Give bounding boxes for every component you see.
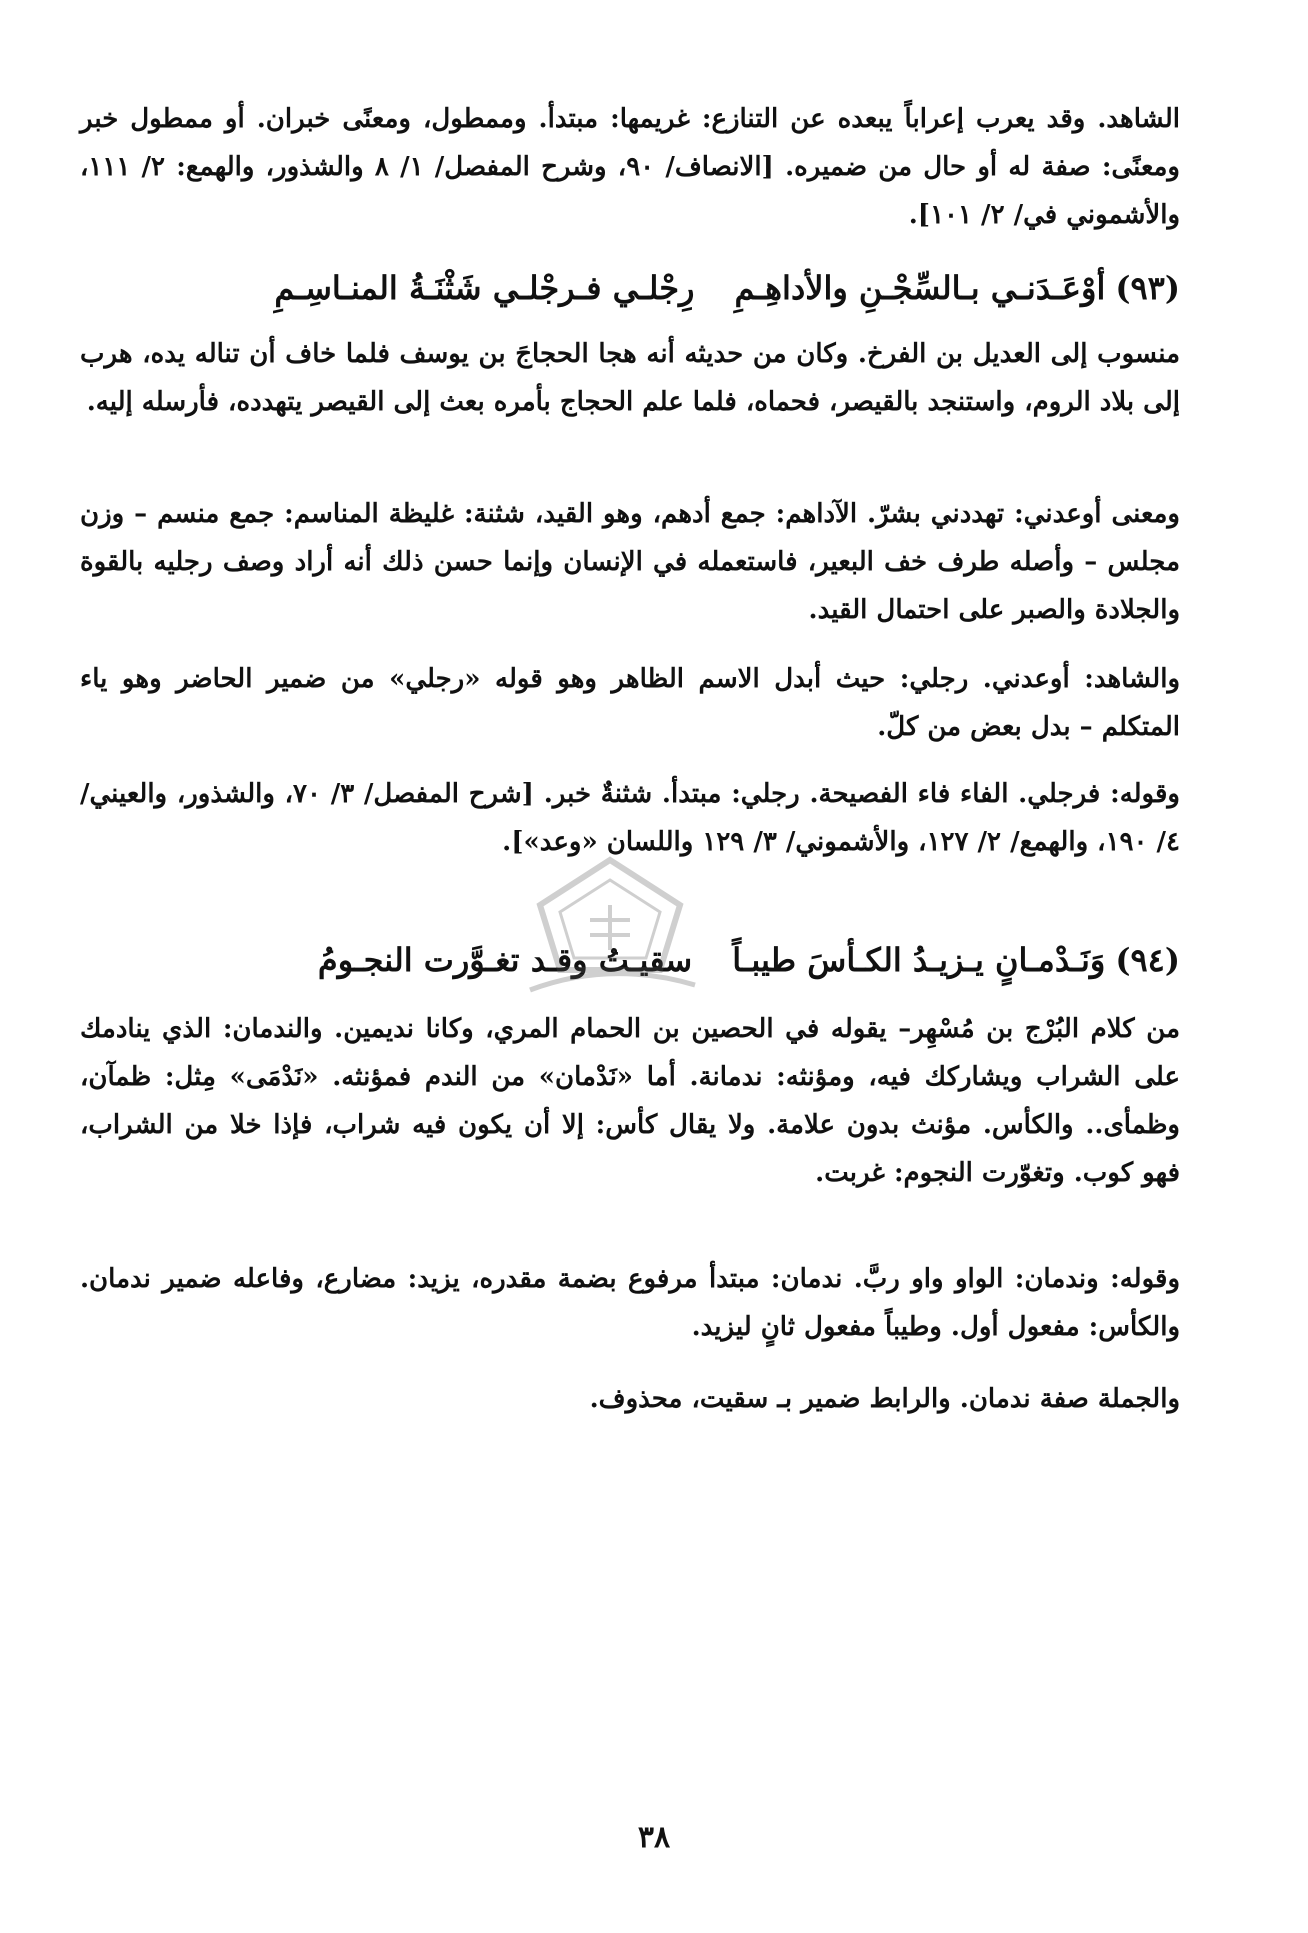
verse-93 [80,258,1180,318]
paragraph-attribution-94: من كلام البُرْج بن مُسْهِر– يقوله في الحصين بن الحمام المري، وكانا نديمين. والندمان: الذي ينادمك على الشراب ويشاركك فيه، ومؤنثه: ندمانة. أما «نَدْمان» من الندم فمؤنثه. «نَدْمَى» مِثل: ظمآن، وظمأى.. والكأس. مؤنث بدون علامة. ولا يقال كأس: إلا أن يكون فيه شراب، فإذا خلا من الشراب، فهو كوب. وتغوّرت النجوم: غربت. [80,1014,1180,1188]
verse-hemistich-first: وَنَـدْمـانٍ يـزيـدُ الكـأسَ طيبـاً [732,941,1106,979]
paragraph-shahid-explanation: الشاهد. وقد يعرب إعراباً يبعده عن التنازع: غريمها: مبتدأ. وممطول، ومعنًى خبران. أو ممطول خبر ومعنًى: صفة له أو حال من ضميره. [الانصاف/ ٩٠، وشرح المفصل/ ١/ ٨ والشذور، والهمع: ٢/ ١١١، والأشموني في/ ٢/ ١٠١]. [80,104,1180,230]
verse-hemistich-second: سقيـتُ وقـد تغـوَّرت النجـومُ [317,941,693,979]
paragraph-irab-94: وقوله: وندمان: الواو واو ربَّ. ندمان: مبتدأ مرفوع بضمة مقدره، يزيد: مضارع، وفاعله ضمير ندمان. والكأس: مفعول أول. وطيباً مفعول ثانٍ ليزيد. [80,1264,1180,1342]
page-number: ٣٨ [637,1820,671,1855]
paragraph-attribution-93: منسوب إلى العديل بن الفرخ. وكان من حديثه أنه هجا الحجاجَ بن يوسف فلما خاف أن تناله يده، هرب إلى بلاد الروم، واستنجد بالقيصر، فحماه، فلما علم الحجاج بأمره بعث إلى القيصر يتهدده، فأرسله إليه. [80,339,1180,417]
paragraph-jumla-94: والجملة صفة ندمان. والرابط ضمير بـ سقيت، محذوف. [589,1384,1180,1414]
library-stamp-icon [520,850,700,1000]
verse-hemistich-first: أوْعَـدَنـي بـالسِّجْـنِ والأداهِـمِ [734,269,1106,307]
verse-hemistich-second: رِجْلـي فـرجْلـي شَثْنَـةُ المنـاسِـمِ [274,269,695,307]
paragraph-meaning-93: ومعنى أوعدني: تهددني بشرّ. الآداهم: جمع أدهم، وهو القيد، شثنة: غليظة المناسم: جمع منسم – وزن مجلس – وأصله طرف خف البعير، فاستعمله في الإنسان وإنما حسن ذلك أنه أراد وصف رجليه بالقوة والجلادة والصبر على احتمال القيد. [80,499,1180,625]
verse-number: (٩٣) [1115,269,1180,307]
paragraph-irab-93: وقوله: فرجلي. الفاء فاء الفصيحة. رجلي: مبتدأ. شثنةٌ خبر. [شرح المفصل/ ٣/ ٧٠، والشذور، والعيني/ ٤/ ١٩٠، والهمع/ ٢/ ١٢٧، والأشموني/ ٣/ ١٢٩ واللسان «وعد»]. [80,779,1180,857]
verse-number: (٩٤) [1115,941,1180,979]
paragraph-shahid-93: والشاهد: أوعدني. رجلي: حيث أبدل الاسم الظاهر وهو قوله «رجلي» من ضمير الحاضر وهو ياء المتكلم – بدل بعض من كلّ. [80,664,1180,742]
